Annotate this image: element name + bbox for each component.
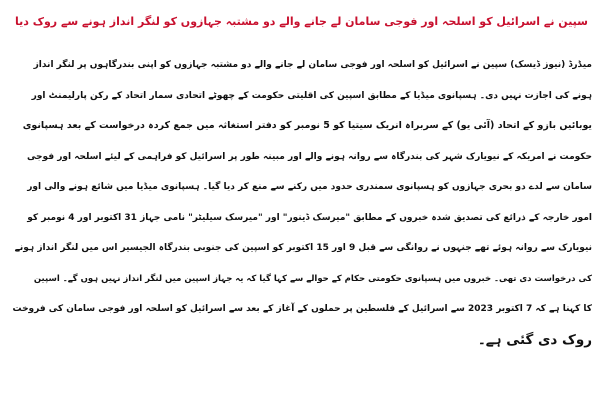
article-body xyxy=(6,50,592,355)
article-line: حکومت نے امریکہ کے نیویارک شہر کی بندرگاہ سے روانہ ہونے والے اور مبینہ طور پر اسرائیل کو فراہمی کے لیئے اسلحہ اور فوجی xyxy=(26,151,592,162)
article-line: کی درخواست دی تھی۔ خبروں میں ہسپانوی حکومتی حکام کے حوالے سے کہا گیا کہ یہ جہاز اسپین میں لنگر انداز نہیں ہوں گے۔ اسپین xyxy=(33,273,592,284)
article-line: امور خارجہ کے ذرائع کی تصدیق شدہ خبروں کے مطابق "میرسک ڈینور" اور "میرسک سیلیٹر" نامی جہاز 31 اکتوبر اور 4 نومبر کو xyxy=(27,212,592,223)
article-headline: سپین نے اسرائیل کو اسلحہ اور فوجی سامان لے جانے والے دو مشتبہ جہازوں کو لنگر انداز ہونے سے روک دیا xyxy=(14,15,588,28)
article-line: ہونے کی اجازت نہیں دی۔ ہسپانوی میڈیا کے مطابق اسپین کی اقلیتی حکومت کے چھوٹے اتحادی سمار اتحاد کے رکن پارلیمنٹ اور xyxy=(31,90,592,101)
article-line: سامان سے لدے دو بحری جہازوں کو ہسپانوی سمندری حدود میں رکنے سے منع کر دیا گیا۔ ہسپانوی میڈیا میں شائع ہونے والی اور xyxy=(27,182,592,192)
article-line: روک دی گئی ہے۔ xyxy=(477,331,592,348)
article-line: نیویارک سے روانہ ہوئے تھے جنہوں نے روانگی سے قبل 9 اور 15 اکتوبر کو اسپین کی جنوبی بندرگاہ الجیسیر اس میں لنگر انداز ہونے xyxy=(14,243,592,253)
article-line: یوبائیں بازو کے اتحاد (آئی یو) کے سربراہ انریک سیتیا کو 5 نومبر کو دفتر استغاثہ میں جمع کردہ درخواست کے بعد ہسپانوی xyxy=(22,120,592,131)
article-line: میڈرڈ (نیوز ڈیسک) سپین نے اسرائیل کو اسلحہ اور فوجی سامان لے جانے والے دو مشتبہ جہازوں کو اپنی بندرگاہوں پر لنگر انداز xyxy=(33,60,592,70)
article-line: کا کہنا ہے کہ 7 اکتوبر 2023 سے اسرائیل کے فلسطین پر حملوں کے آغاز کے بعد سے اسرائیل کو اسلحہ اور فوجی سامان کی فروخت xyxy=(12,304,592,314)
